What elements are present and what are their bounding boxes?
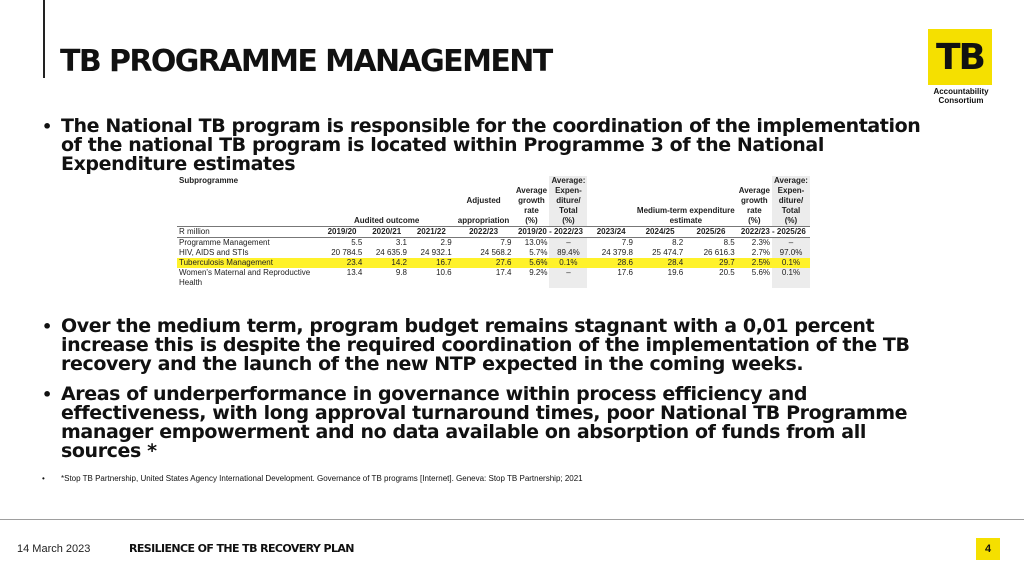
- growth-header: Average: [515, 186, 548, 195]
- share-header: Average:: [551, 176, 586, 185]
- bullet-point: [42, 385, 946, 461]
- footer-date: 14 March 2023: [17, 543, 91, 555]
- table-row: HIV, AIDS and STIs 20 784.5 24 635.9 24 932.1 24 568.2 5.7% 89.4% 24 379.8 25 474.7 26 616.3 2.7% 97.0%: [177, 248, 810, 258]
- table-row: Programme Management 5.5 3.1 2.9 7.9 13.0% – 7.9 8.2 8.5 2.3% –: [177, 238, 810, 249]
- footer-plan-title: RESILIENCE OF THE TB RECOVERY PLAN: [129, 542, 354, 555]
- bullet-text: Areas of underperformance in governance within process efficiency and effectiveness, with long approval turnaround times, poor National TB Programme manager empowerment and no data available on absorption of funds from all sources *: [61, 383, 908, 462]
- growth-header: Average: [738, 186, 770, 195]
- bullet-point: [42, 117, 946, 174]
- table-row-continuation: Health: [177, 278, 810, 288]
- table-header-row: [177, 176, 810, 186]
- bullet-text: The National TB program is responsible for the coordination of the implementation of the national TB program is located within Programme 3 of the National Expenditure estimates: [61, 115, 921, 175]
- page-number: 4: [976, 538, 1000, 560]
- bullet-dot-icon: •: [42, 317, 52, 336]
- page-title: TB PROGRAMME MANAGEMENT: [60, 44, 552, 79]
- bullet-dot-icon: •: [42, 117, 52, 136]
- audited-header: Audited outcome: [354, 216, 420, 225]
- share-header: Average:: [772, 176, 810, 186]
- footer-divider: [0, 519, 1024, 520]
- table-header-row: Average Expen- Average Expen-: [177, 186, 810, 196]
- title-accent-line: [43, 0, 45, 78]
- bullet-dot-icon: •: [42, 474, 45, 483]
- subprogramme-header: Subprogramme: [179, 176, 239, 185]
- logo-line-1: Accountability: [933, 87, 989, 96]
- highlighted-tb-row: Tuberculosis Management 23.4 14.2 16.7 27.6 5.6% 0.1% 28.6 28.4 29.7 2.5% 0.1%: [177, 258, 810, 268]
- reference-note: [42, 474, 583, 483]
- year-header-row: R million 2019/20 2020/21 2021/22 2022/23 2019/20 - 2022/23 2023/24 2024/25 2025/26 2022/23 - 2025/26: [177, 227, 810, 238]
- table-row: Women's Maternal and Reproductive 13.4 9.8 10.6 17.4 9.2% – 17.6 19.6 20.5 5.6% 0.1%: [177, 268, 810, 278]
- expenditure-table: [177, 176, 810, 288]
- bullet-point: [42, 317, 946, 374]
- table-header-row: rate Total Medium-term expenditure rate Total: [177, 206, 810, 216]
- mtef-header: Medium-term expenditure: [636, 206, 735, 215]
- bullet-dot-icon: •: [42, 385, 52, 404]
- adjusted-header: Adjusted: [466, 196, 501, 205]
- table-header-row: Adjusted growth diture/ growth diture/: [177, 196, 810, 206]
- logo-mark: TB: [928, 29, 992, 85]
- table-header-row: Audited outcome appropriation (%) (%) estimate (%) (%): [177, 216, 810, 227]
- bullet-text: Over the medium term, program budget remains stagnant with a 0,01 percent increase this is despite the required coordination of the implementation of the TB recovery and the launch of the new NTP expected in the coming weeks.: [61, 315, 910, 375]
- logo-text: [928, 87, 994, 105]
- logo-line-2: Consortium: [938, 96, 984, 105]
- unit-label: R million: [177, 227, 320, 238]
- tb-accountability-logo: [928, 29, 994, 105]
- reference-text: *Stop TB Partnership, United States Agency International Development. Governance of TB programs [Internet]. Geneva: Stop TB Partnership; 2021: [61, 474, 583, 483]
